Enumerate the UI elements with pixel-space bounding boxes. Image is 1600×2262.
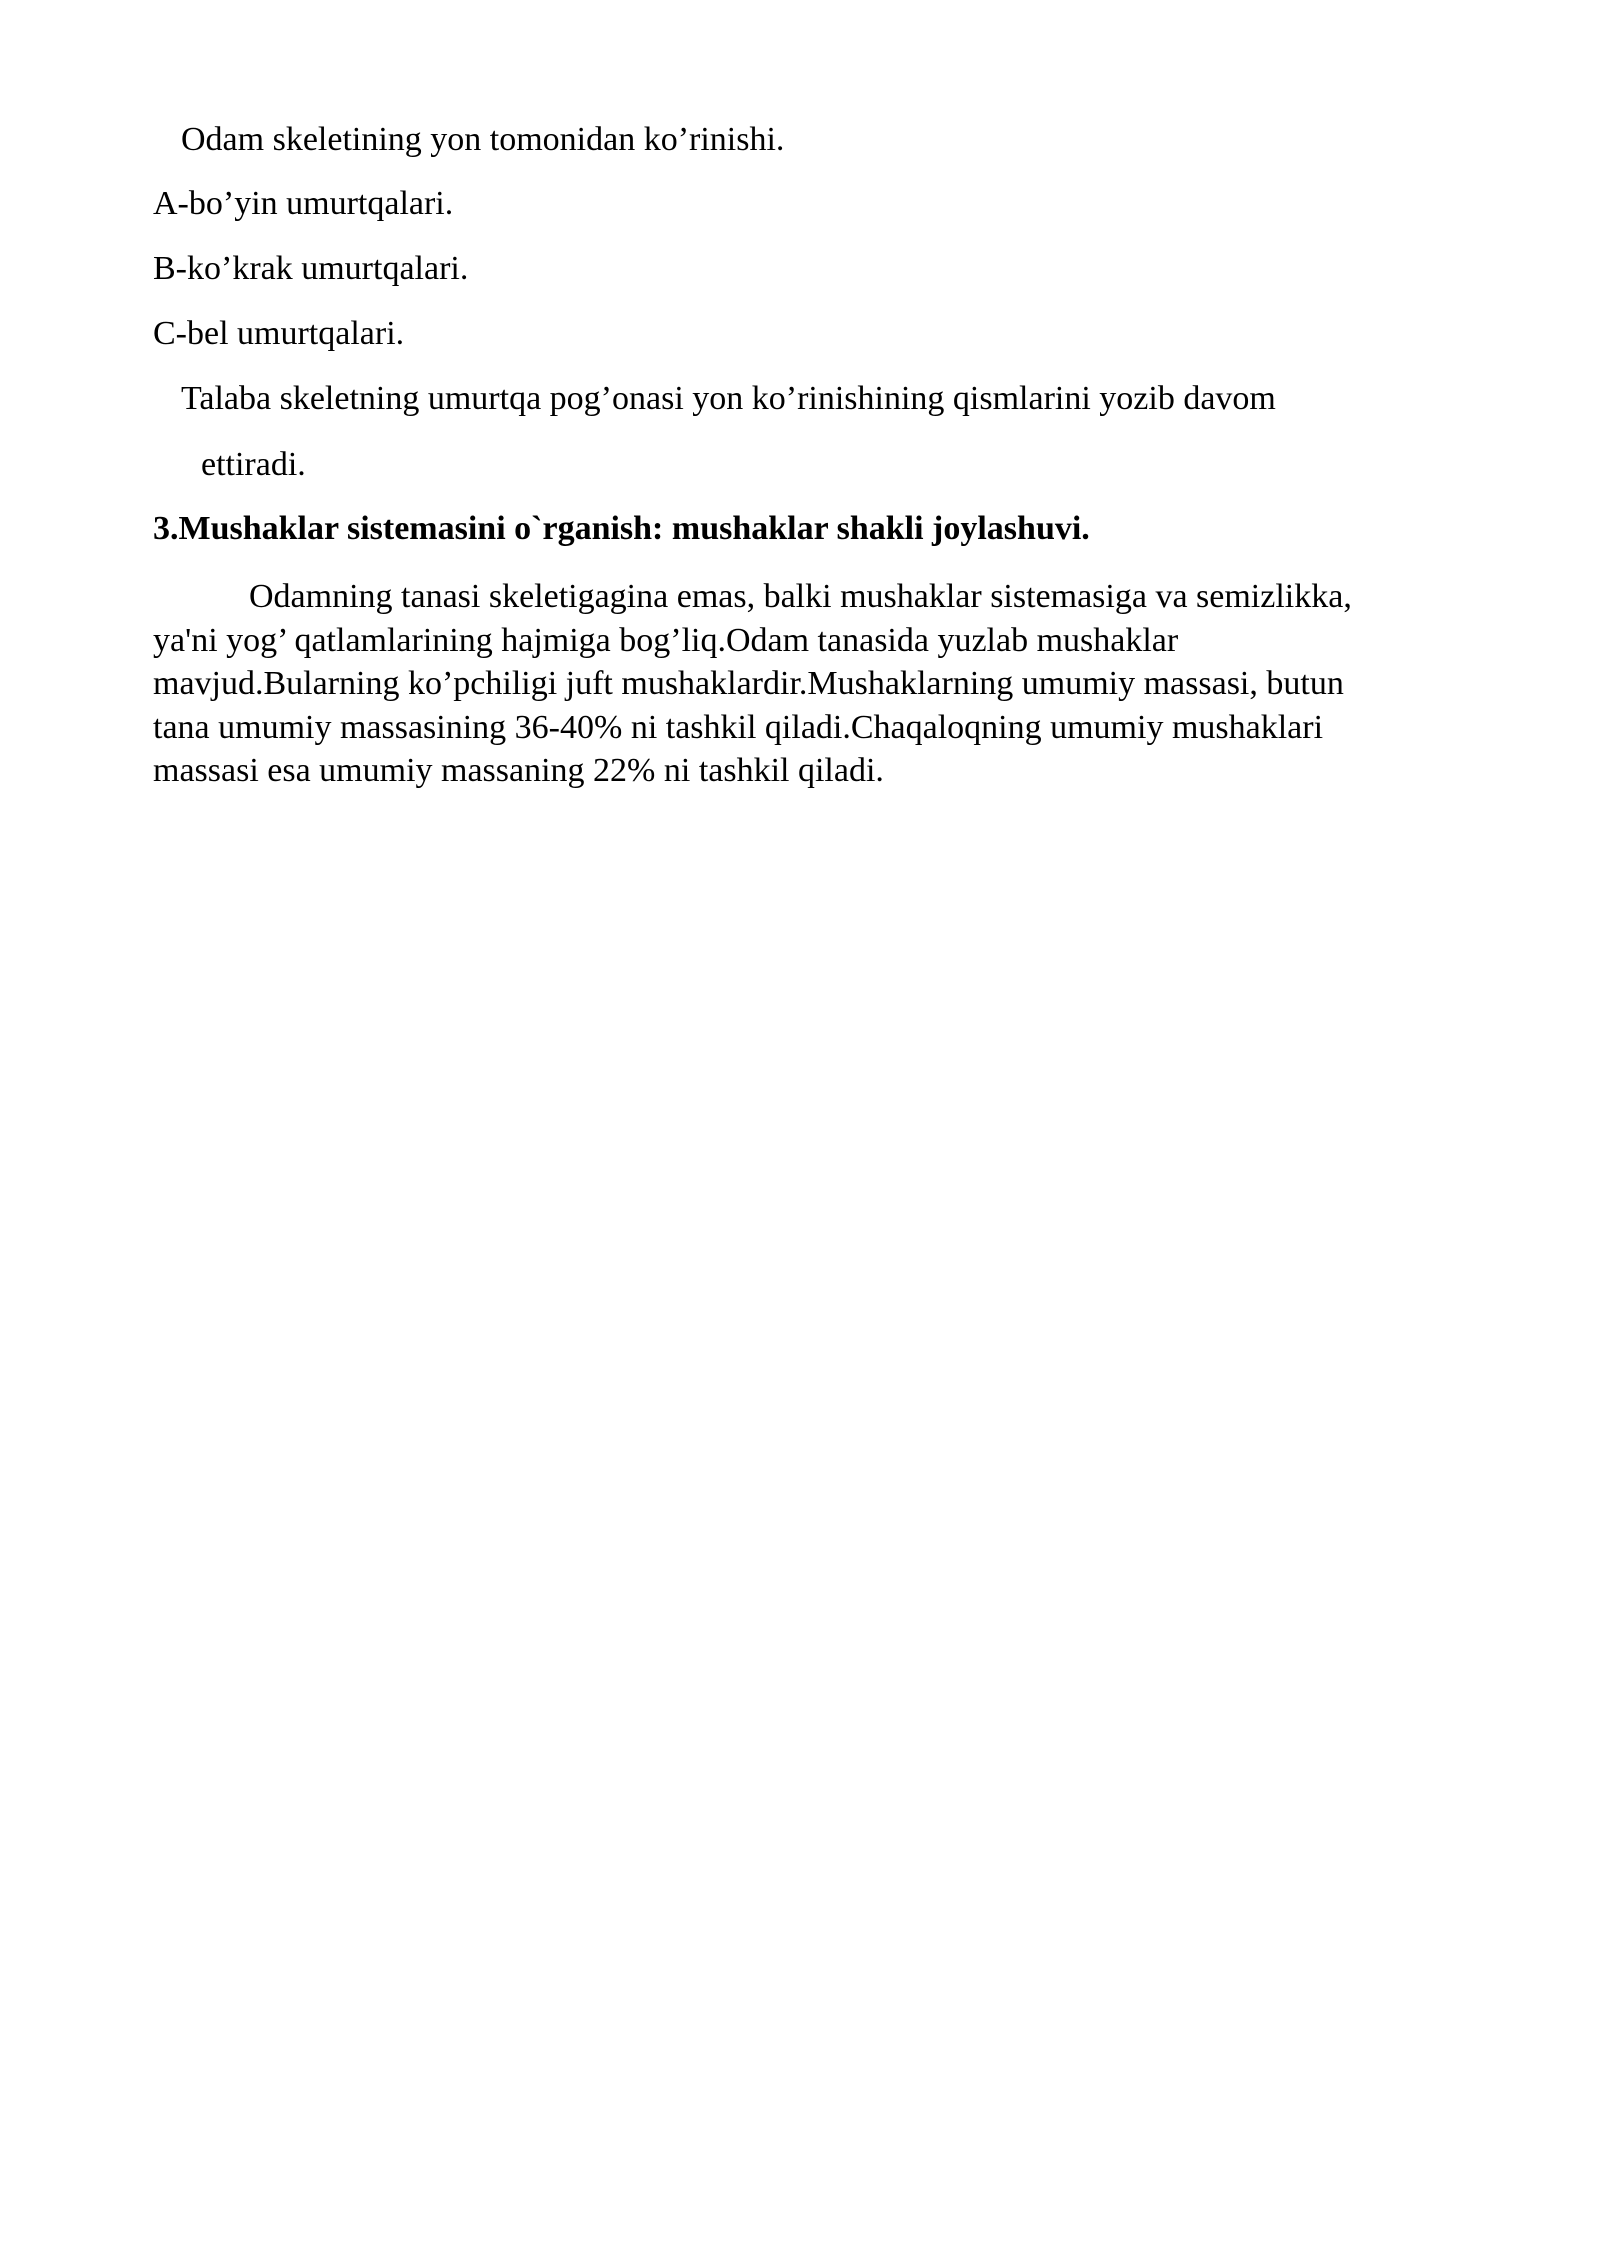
paragraph-line: massasi esa umumiy massaning 22% ni tashkil qiladi. [153,752,884,789]
list-item-b: B-ko’krak umurtqalari. [153,250,469,287]
task-instruction-line-2: ettiradi. [201,446,306,483]
task-instruction-line-1: Talaba skeletning umurtqa pog’onasi yon ko’rinishining qismlarini yozib davom [181,380,1276,417]
list-item-c: C-bel umurtqalari. [153,315,405,352]
paragraph-line: ya'ni yog’ qatlamlarining hajmiga bog’liq.Odam tanasida yuzlab mushaklar [153,621,1179,659]
figure-caption: Odam skeletining yon tomonidan ko’rinishi. [181,121,785,158]
section-heading: 3.Mushaklar sistemasini o`rganish: mushaklar shakli joylashuvi. [153,510,1090,547]
body-paragraph [153,575,1493,793]
list-item-a: A-bo’yin umurtqalari. [153,185,454,222]
paragraph-line: Odamning tanasi skeletigagina emas, balki mushaklar sistemasiga va semizlikka, [249,578,1352,615]
paragraph-line: tana umumiy massasining 36-40% ni tashkil qiladi.Chaqaloqning umumiy mushaklari [153,708,1324,746]
paragraph-line: mavjud.Bularning ko’pchiligi juft mushaklardir.Mushaklarning umumiy massasi, butun [153,665,1344,702]
